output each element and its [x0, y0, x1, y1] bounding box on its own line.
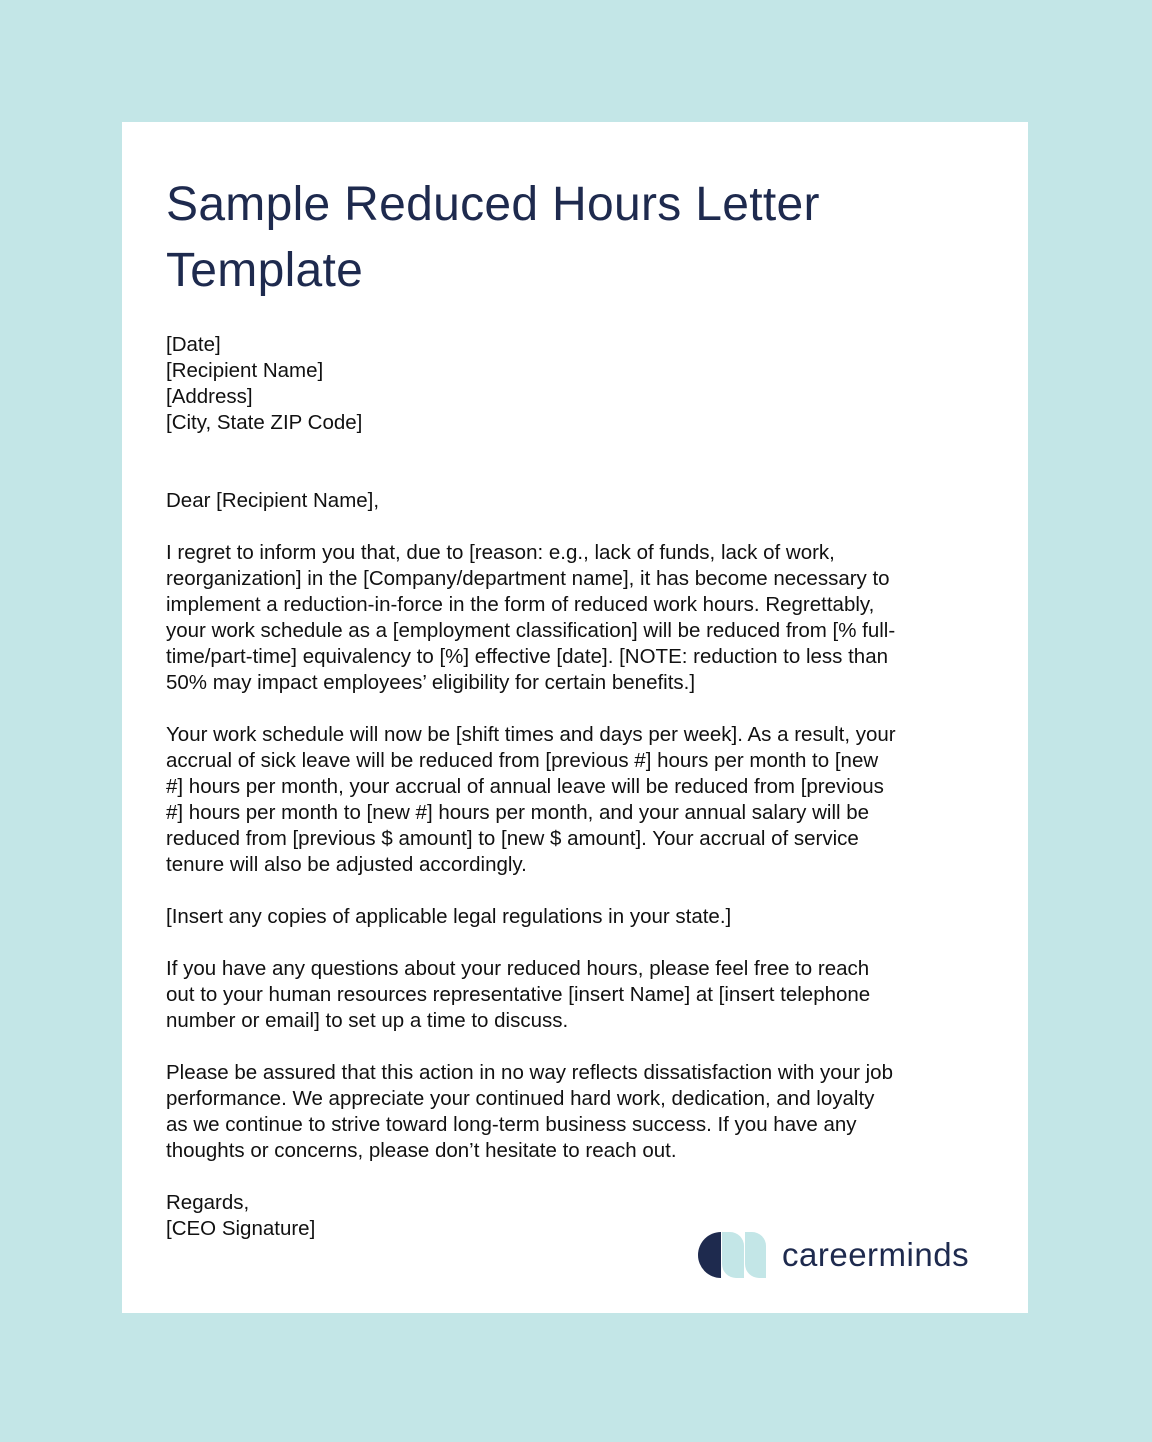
- paragraph-line: 50% may impact employees’ eligibility for certain benefits.]: [166, 671, 696, 694]
- paragraph-line: implement a reduction-in-force in the form of reduced work hours. Regrettably,: [166, 593, 875, 616]
- paragraph-line: as we continue to strive toward long-term business success. If you have any: [166, 1113, 857, 1136]
- paragraph-line: your work schedule as a [employment classification] will be reduced from [% full-: [166, 619, 896, 642]
- paragraph-line: #] hours per month, your accrual of annual leave will be reduced from [previous: [166, 775, 884, 798]
- paragraph-line: time/part-time] equivalency to [%] effective [date]. [NOTE: reduction to less than: [166, 645, 889, 668]
- title-line: Sample Reduced Hours Letter: [166, 178, 820, 231]
- paragraph-line: #] hours per month to [new #] hours per month, and your annual salary will be: [166, 801, 870, 824]
- careerminds-logo: [698, 1232, 969, 1278]
- date-placeholder: [Date]: [166, 333, 221, 356]
- paragraph: [166, 540, 896, 696]
- paragraph-line: number or email] to set up a time to discuss.: [166, 1009, 569, 1032]
- paragraph-line: [Insert any copies of applicable legal regulations in your state.]: [166, 905, 732, 928]
- paragraph-line: out to your human resources representative [insert Name] at [insert telephone: [166, 983, 871, 1006]
- paragraph-line: reorganization] in the [Company/department name], it has become necessary to: [166, 567, 890, 590]
- paragraph-line: Your work schedule will now be [shift times and days per week]. As a result, your: [166, 723, 896, 746]
- address-placeholder: [Address]: [166, 385, 253, 408]
- salutation-text: Dear [Recipient Name],: [166, 489, 380, 512]
- paragraph-line: reduced from [previous $ amount] to [new $ amount]. Your accrual of service: [166, 827, 859, 850]
- logo-text: careerminds: [782, 1236, 970, 1273]
- paragraph: [166, 904, 896, 930]
- paragraph: [166, 956, 896, 1034]
- paragraph-line: thoughts or concerns, please don’t hesitate to reach out.: [166, 1139, 677, 1162]
- salutation: [166, 488, 896, 514]
- paragraph-line: If you have any questions about your reduced hours, please feel free to reach: [166, 957, 870, 980]
- signature-placeholder: [CEO Signature]: [166, 1217, 316, 1240]
- closing-text: Regards,: [166, 1191, 250, 1214]
- paragraph-line: tenure will also be adjusted accordingly.: [166, 853, 527, 876]
- letter-body: [166, 332, 896, 1242]
- address-block: [166, 332, 896, 436]
- paragraph: [166, 722, 896, 878]
- recipient-name-placeholder: [Recipient Name]: [166, 359, 324, 382]
- logo-mark-icon: [698, 1232, 768, 1278]
- title-line: Template: [166, 244, 364, 297]
- paragraph-line: accrual of sick leave will be reduced from [previous #] hours per month to [new: [166, 749, 879, 772]
- paragraph-line: Please be assured that this action in no way reflects dissatisfaction with your job: [166, 1061, 893, 1084]
- city-state-zip-placeholder: [City, State ZIP Code]: [166, 411, 363, 434]
- page-title: [166, 172, 820, 304]
- paragraph: [166, 1060, 896, 1164]
- paragraph-line: performance. We appreciate your continued hard work, dedication, and loyalty: [166, 1087, 875, 1110]
- letter-card: [122, 122, 1028, 1313]
- paragraph-line: I regret to inform you that, due to [reason: e.g., lack of funds, lack of work,: [166, 541, 835, 564]
